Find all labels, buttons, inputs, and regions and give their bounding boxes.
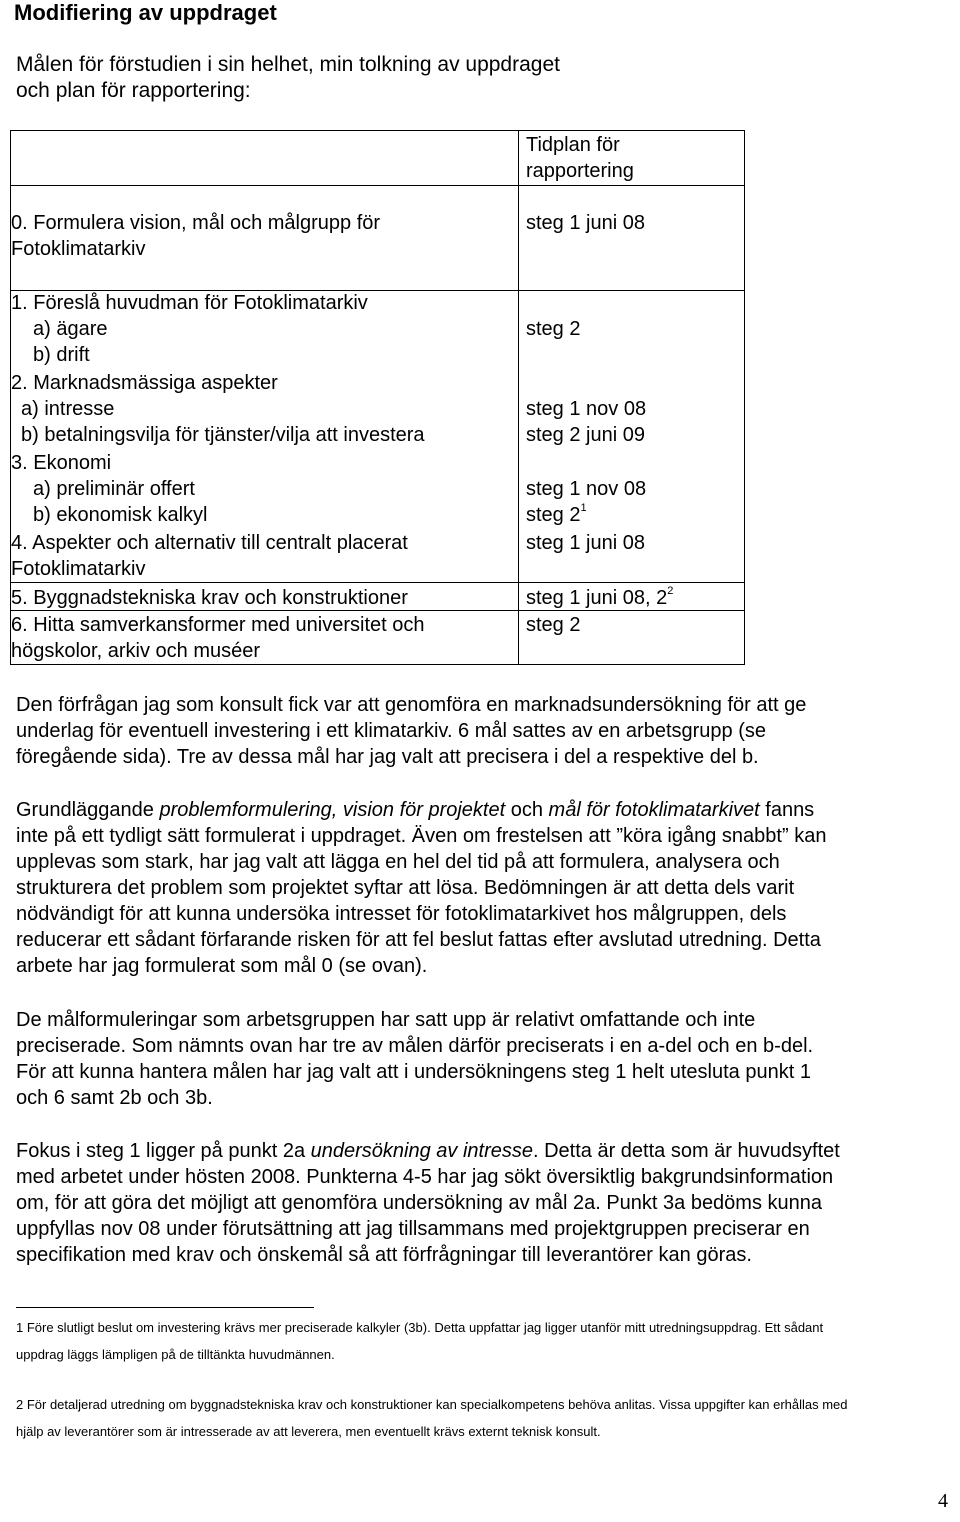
- table-row-2-schedule: steg 1 nov 08 steg 2 juni 09: [526, 398, 647, 446]
- footnote-ref-1: 1: [580, 502, 587, 515]
- paragraph-3: De målformuleringar som arbetsgruppen har satt upp är relativt omfattande och inte preciserade. Som nämnts ovan har tre av målen därför preciserats i en a-del och en b-del. För att kunna hantera målen har jag valt att i undersökningens steg 1 helt utesluta punkt 1 och 6 samt 2b och 3b.: [16, 1009, 814, 1109]
- table-row-3-schedule: steg 1 nov 08 steg $2^1$: [526, 478, 647, 526]
- paragraph-1: Den förfrågan jag som konsult fick var att genomföra en marknadsundersökning för att ge underlag för eventuell investering i ett klimatarkiv. 6 mål sattes av en arbetsgrupp (se föregående sida). Tre av dessa mål har jag valt att precisera i del a respektive del b.: [16, 694, 807, 768]
- intro-line: och plan för rapportering:: [16, 79, 251, 102]
- table-row-2-goal: 2. Marknadsmässiga aspekter a) intresse b) betalningsvilja för tjänster/vilja att investera: [11, 372, 425, 446]
- plan-table: [10, 130, 744, 665]
- footnote-2: 2 För detaljerad utredning om byggnadstekniska krav och konstruktioner kan specialkompetens behöva anlitas. Vissa uppgifter kan erhållas med hjälp av leverantörer som är intresserade av att leverera, men eventuellt krävs externt teknisk konsult.: [16, 1397, 848, 1439]
- paragraph-4: Fokus i steg 1 ligger på punkt 2a undersökning av intresse. Detta är detta som är huvudsyftet med arbetet under hösten 2008. Punkterna 4-5 har jag sökt översiktlig bakgrundsinformation om, för att göra det möjligt att genomföra undersökning av mål 2a. Punkt 3a bedöms kunna uppfyllas nov 08 under förutsättning att jag tillsammans med projektgruppen preciserar en specifikation med krav och önskemål så att förfrågningar till leverantörer kan göras.: [16, 1140, 840, 1266]
- table-row-0-schedule: steg 1 juni 08: [526, 212, 645, 234]
- header-schedule: Tidplan för rapportering: [526, 134, 634, 182]
- table-row-0-goal: 0. Formulera vision, mål och målgrupp för Fotoklimatarkiv: [11, 212, 381, 260]
- table-row-4-goal: 4. Aspekter och alternativ till centralt placerat Fotoklimatarkiv: [11, 532, 408, 580]
- footnote-divider: [16, 1307, 314, 1308]
- table-row-4-schedule: steg 1 juni 08: [526, 532, 645, 554]
- intro-text: [16, 52, 656, 104]
- table-row-3-goal: 3. Ekonomi a) preliminär offert b) ekonomisk kalkyl: [11, 452, 208, 526]
- page-heading: Modifiering av uppdraget: [14, 0, 277, 25]
- page-number: 4: [938, 1490, 948, 1512]
- table-row-1-schedule: steg 2: [526, 318, 581, 340]
- footnote-1: 1 Före slutligt beslut om investering krävs mer preciserade kalkyler (3b). Detta uppfattar jag ligger utanför mitt utredningsuppdrag. Ett sådant uppdrag läggs lämpligen på de tilltänkta huvudmännen.: [16, 1320, 824, 1362]
- table-row-5-goal: 5. Byggnadstekniska krav och konstruktioner: [11, 587, 408, 609]
- footnote-ref-2: 2: [667, 585, 674, 598]
- table-row-6-goal: 6. Hitta samverkansformer med universitet och högskolor, arkiv och muséer: [11, 614, 425, 662]
- paragraph-2: Grundläggande problemformulering, vision för projektet och mål för fotoklimatarkivet fanns inte på ett tydligt sätt formulerat i uppdraget. Även om frestelsen att ”köra igång snabbt” kan upplevas som stark, har jag valt att lägga en hel del tid på att formulera, analysera och strukturera det problem som projektet syftar att lösa. Bedömningen är att detta dels varit nödvändigt för att kunna undersöka intresset för fotoklimatarkivet hos målgruppen, dels reducerar ett sådant förfarande risken för att fel beslut fattas efter avslutad utredning. Detta arbete har jag formulerat som mål 0 (se ovan).: [16, 799, 827, 977]
- table-row-5-schedule: steg 1 juni 08, $2^2$: [526, 585, 674, 609]
- table-row-1-goal: 1. Föreslå huvudman för Fotoklimatarkiv a) ägare b) drift: [11, 292, 368, 366]
- table-row-6-schedule: steg 2: [526, 614, 581, 636]
- intro-line: Målen för förstudien i sin helhet, min tolkning av uppdraget: [16, 53, 560, 76]
